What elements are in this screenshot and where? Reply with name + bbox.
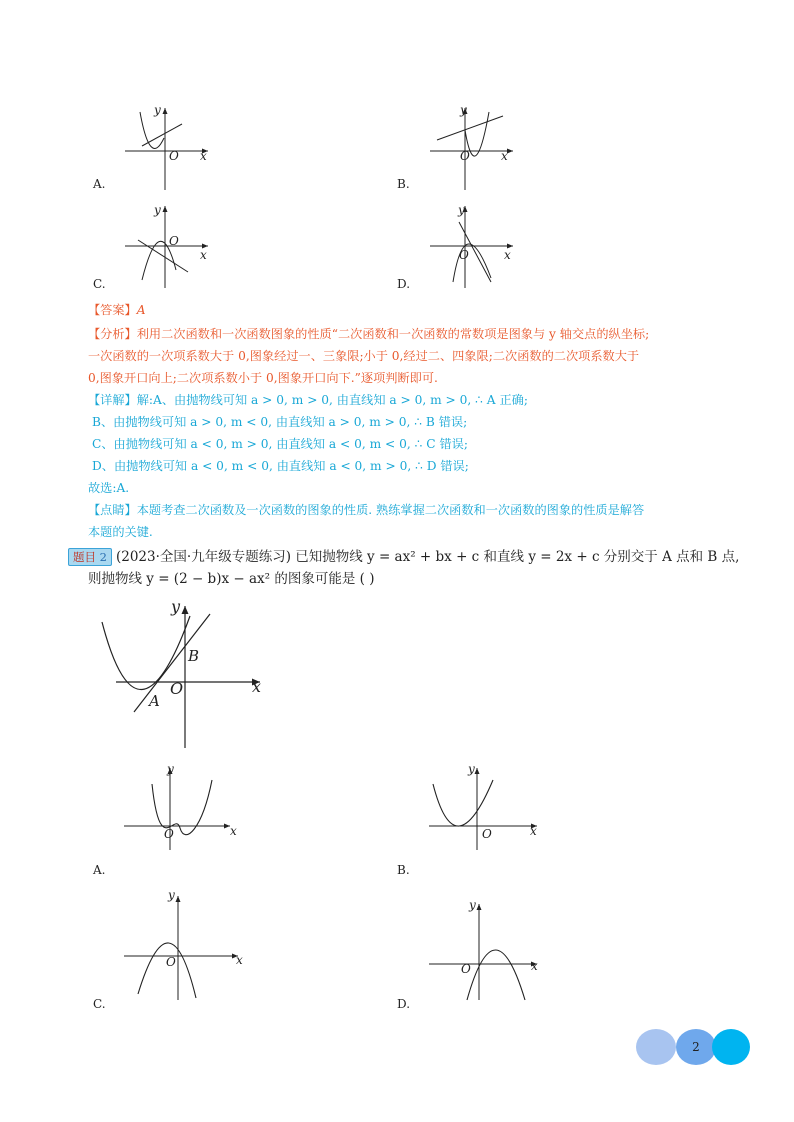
q2-graph-d (425, 890, 545, 1000)
q1-d-x-label: x (504, 248, 511, 262)
q1-a-y-label: y (154, 103, 161, 117)
q2-option-a-label[interactable]: A. (93, 863, 106, 877)
q2-c-x-label: x (236, 953, 243, 967)
q1-graph-b (425, 100, 525, 190)
q2-main-graph (98, 600, 268, 750)
page-circle-left (636, 1029, 676, 1065)
q2-text-1: (2023·全国·九年级专题练习) 已知抛物线 y = ax² + bx + c 和直线 y = 2x + c 分别交于 A 点和 B 点, (115, 549, 740, 565)
q2-b-x-label: x (530, 824, 537, 838)
question-badge (68, 548, 112, 566)
q2-stem-line1 (68, 546, 739, 568)
q1-option-d-label[interactable]: D. (397, 277, 411, 291)
q2-c-y-label: y (168, 888, 175, 902)
analysis-tag: 【分析】 (88, 327, 137, 341)
q1-option-c-label[interactable]: C. (93, 277, 106, 291)
q1-detail-line1 (88, 390, 528, 410)
remark-text-1: 本题考查二次函数及一次函数的图象的性质. 熟练掌握二次函数和一次函数的图象的性质是解答 (136, 503, 645, 517)
page-number: 2 (692, 1040, 700, 1054)
q1-remark-line1 (88, 500, 644, 520)
q2-d-y-label: y (469, 898, 476, 912)
q2-d-x-label: x (531, 959, 538, 973)
q2-graph-c (120, 890, 240, 1000)
detail-tag: 【详解】 (88, 393, 137, 407)
detail-text-5: 故选:A. (88, 481, 130, 495)
q1-option-a-label[interactable]: A. (93, 177, 106, 191)
q2-option-c-label[interactable]: C. (93, 997, 106, 1011)
q1-option-b-label[interactable]: B. (397, 177, 410, 191)
q1-a-origin-label: O (169, 149, 179, 163)
analysis-text-3: 0,图象开口向上;二次项系数小于 0,图象开口向下.”逐项判断即可. (88, 371, 438, 385)
remark-tag: 【点睛】 (88, 503, 137, 517)
detail-text-4: D、由抛物线可知 a < 0, m < 0, 由直线知 a < 0, m > 0, ∴ D 错误; (92, 459, 469, 473)
q1-c-x-label: x (200, 248, 207, 262)
q1-graph-a (120, 100, 220, 190)
page-circle-right (712, 1029, 750, 1065)
detail-text-3: C、由抛物线可知 a < 0, m > 0, 由直线知 a < 0, m < 0, ∴ C 错误; (92, 437, 468, 451)
q1-a-x-label: x (200, 149, 207, 163)
q1-b-origin-label: O (460, 149, 470, 163)
q1-graph-d (425, 200, 525, 290)
q2-graph-a (120, 760, 240, 850)
badge-label: 题目 (73, 550, 96, 564)
q1-d-origin-label: O (459, 248, 469, 262)
q1-answer (88, 300, 146, 320)
q2-option-d-label[interactable]: D. (397, 997, 411, 1011)
q1-b-x-label: x (501, 149, 508, 163)
q1-c-y-label: y (154, 203, 161, 217)
q2-b-y-label: y (468, 762, 475, 776)
analysis-text-2: 一次函数的一次项系数大于 0,图象经过一、三象限;小于 0,经过二、四象限;二次函数的二次项系数大于 (88, 349, 640, 363)
q2-a-y-label: y (167, 762, 174, 776)
q1-d-y-label: y (458, 203, 465, 217)
q2-text-2: 则抛物线 y = (2 − b)x − ax² 的图象可能是 ( ) (88, 571, 375, 587)
q2-c-origin-label: O (166, 955, 176, 969)
badge-number: 2 (99, 550, 107, 564)
q2-main-origin-label: O (170, 679, 184, 698)
q1-analysis-line1 (88, 324, 649, 344)
remark-text-2: 本题的关键. (88, 525, 153, 539)
q2-b-origin-label: O (482, 827, 492, 841)
q2-main-b-label: B (188, 647, 200, 665)
q2-main-a-label: A (149, 692, 160, 710)
answer-tag: 【答案】 (88, 303, 137, 317)
answer-value: A (136, 303, 146, 317)
q1-b-y-label: y (460, 103, 467, 117)
q2-main-x-label: x (252, 677, 262, 696)
detail-text-1: 解:A、由抛物线可知 a > 0, m > 0, 由直线知 a > 0, m > 0, ∴ A 正确; (136, 393, 528, 407)
detail-text-2: B、由抛物线可知 a > 0, m < 0, 由直线知 a > 0, m > 0, ∴ B 错误; (92, 415, 468, 429)
q2-main-y-label: y (171, 597, 181, 616)
q2-option-b-label[interactable]: B. (397, 863, 410, 877)
q2-d-origin-label: O (461, 962, 471, 976)
q2-a-origin-label: O (164, 827, 174, 841)
analysis-text-1: 利用二次函数和一次函数图象的性质“二次函数和一次函数的常数项是图象与 y 轴交点的纵坐标; (136, 327, 650, 341)
q1-c-origin-label: O (169, 234, 179, 248)
q2-a-x-label: x (230, 824, 237, 838)
